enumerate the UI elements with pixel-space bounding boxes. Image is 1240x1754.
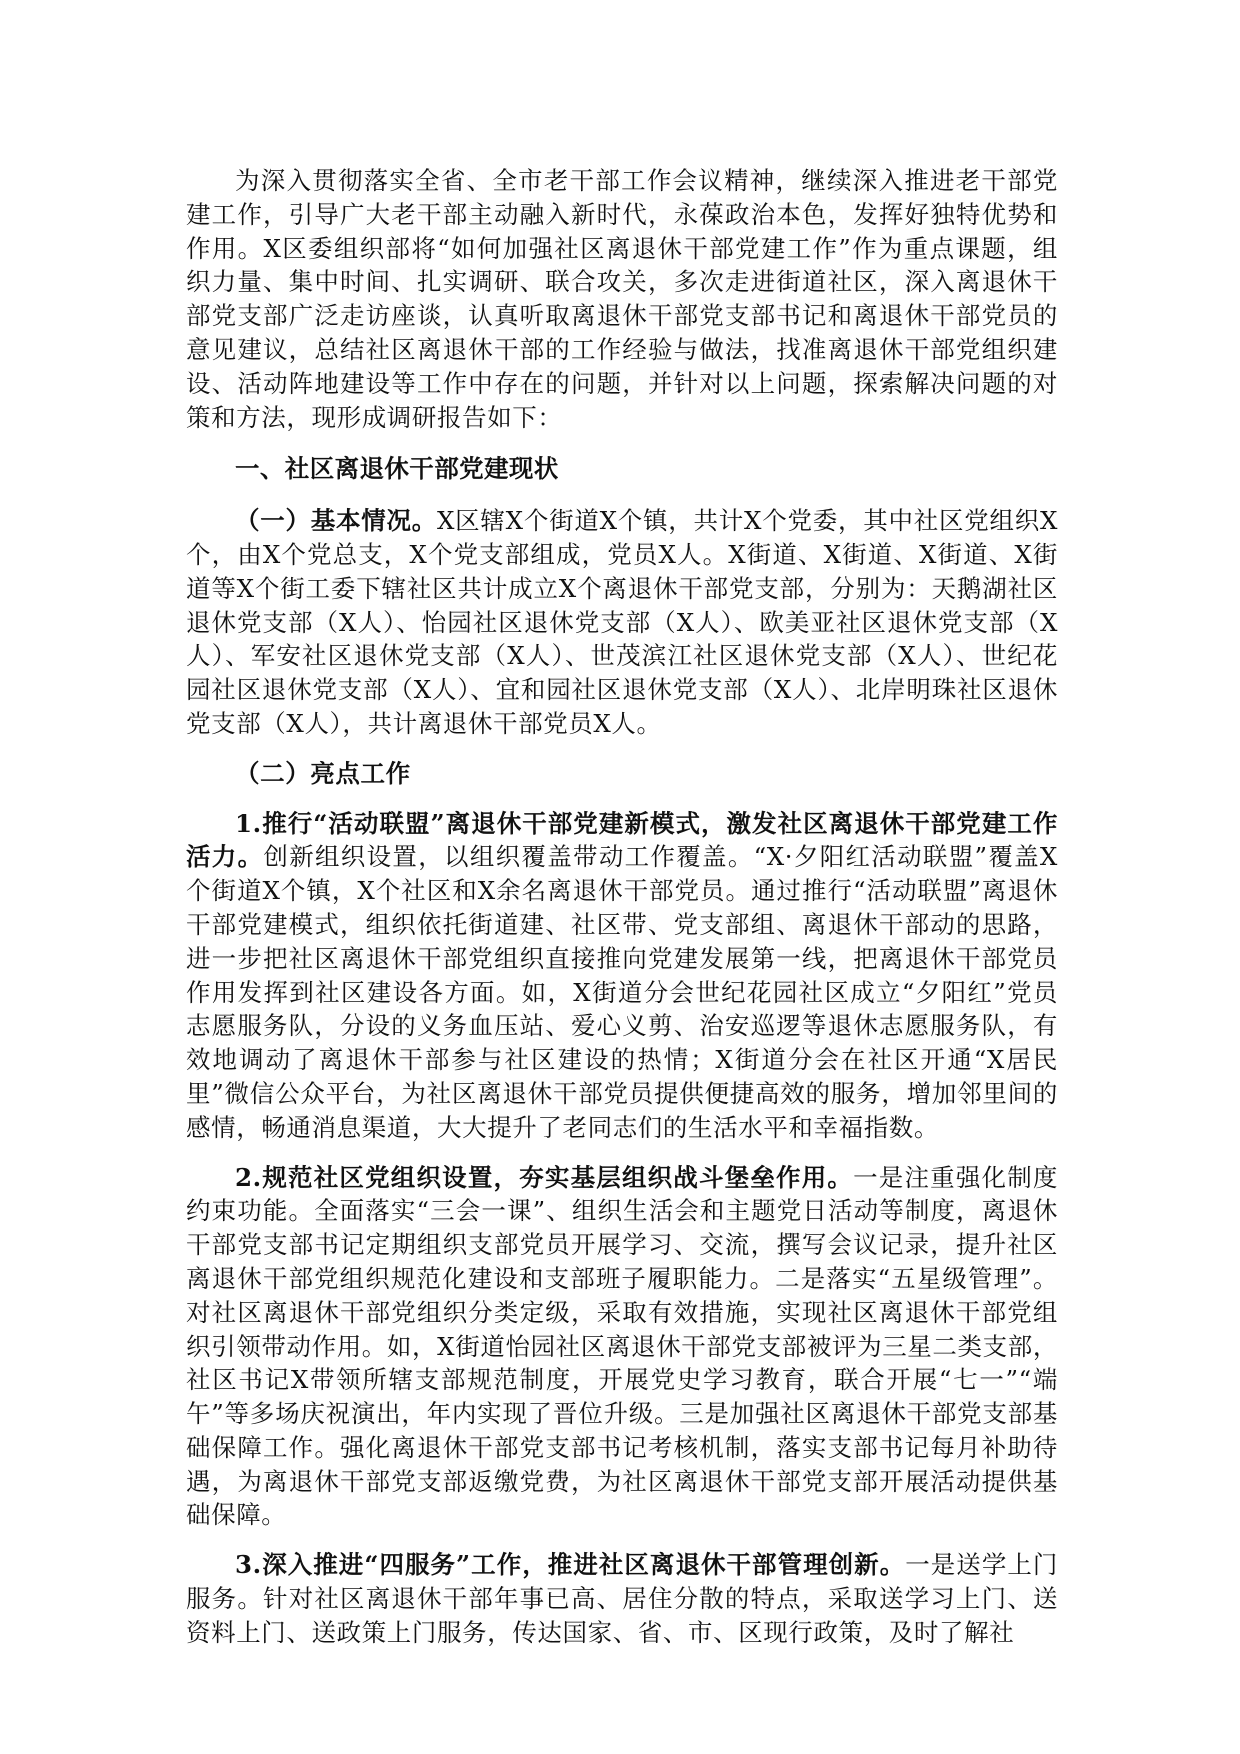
basic-situation-label: （一）基本情况。	[235, 506, 437, 536]
highlight-title-2: 2.规范社区党组织设置，夯实基层组织战斗堡垒作用。	[235, 1162, 854, 1192]
highlight-title-3: 3.深入推进“四服务”工作，推进社区离退休干部管理创新。	[235, 1550, 906, 1580]
highlight-paragraph-3	[186, 1548, 1058, 1649]
section-heading: 一、社区离退休干部党建现状	[235, 454, 559, 484]
document-body	[186, 164, 1058, 1666]
basic-situation-text: X区辖X个街道X个镇，共计X个党委，其中社区党组织X个，由X个党总支，X个党支部组成，党员X人。X街道、X街道、X街道、X街道等X个街工委下辖社区共计成立X个离退休干部党支部，分别为：天鹅湖社区退休党支部（X人）、怡园社区退休党支部（X人）、欧美亚社区退休党支部（X人）、军安社区退休党支部（X人）、世茂滨江社区退休党支部（X人）、世纪花园社区退休党支部（X人）、宜和园社区退休党支部（X人）、北岸明珠社区退休党支部（X人），共计离退休干部党员X人。	[186, 506, 1058, 738]
intro-paragraph: 为深入贯彻落实全省、全市老干部工作会议精神，继续深入推进老干部党建工作，引导广大老干部主动融入新时代，永葆政治本色，发挥好独特优势和作用。X区委组织部将“如何加强社区离退休干部党建工作”作为重点课题，组织力量、集中时间、扎实调研、联合攻关，多次走进街道社区，深入离退休干部党支部广泛走访座谈，认真听取离退休干部党支部书记和离退休干部党员的意见建议，总结社区离退休干部的工作经验与做法，找准离退休干部党组织建设、活动阵地建设等工作中存在的问题，并针对以上问题，探索解决问题的对策和方法，现形成调研报告如下：	[186, 166, 1058, 432]
highlight-text-3: 一是送学上门服务。针对社区离退休干部年事已高、居住分散的特点，采取送学习上门、送资料上门、送政策上门服务，传达国家、省、市、区现行政策，及时了解社	[186, 1550, 1058, 1647]
highlight-paragraph-2	[186, 1161, 1058, 1533]
highlight-paragraph-1	[186, 807, 1058, 1145]
highlight-text-2: 一是注重强化制度约束功能。全面落实“三会一课”、组织生活会和主题党日活动等制度，离退休干部党支部书记定期组织支部党员开展学习、交流，撰写会议记录，提升社区离退休干部党组织规范化建设和支部班子履职能力。二是落实“五星级管理”。对社区离退休干部党组织分类定级，采取有效措施，实现社区离退休干部党组织引领带动作用。如，X街道怡园社区离退休干部党支部被评为三星二类支部，社区书记X带领所辖支部规范制度，开展党史学习教育，联合开展“七一”“端午”等多场庆祝演出，年内实现了晋位升级。三是加强社区离退休干部党支部基础保障工作。强化离退休干部党支部书记考核机制，落实支部书记每月补助待遇，为离退休干部党支部返缴党费，为社区离退休干部党支部开展活动提供基础保障。	[186, 1162, 1058, 1530]
highlights-heading: （二）亮点工作	[235, 758, 411, 788]
basic-situation-paragraph	[186, 504, 1058, 741]
highlight-text-1: 创新组织设置，以组织覆盖带动工作覆盖。“X·夕阳红活动联盟”覆盖X个街道X个镇，X个社区和X余名离退休干部党员。通过推行“活动联盟”离退休干部党建模式，组织依托街道建、社区带、党支部组、离退休干部动的思路，进一步把社区离退休干部党组织直接推向党建发展第一线，把离退休干部党员作用发挥到社区建设各方面。如，X街道分会世纪花园社区成立“夕阳红”党员志愿服务队，分设的义务血压站、爱心义剪、治安巡逻等退休志愿服务队，有效地调动了离退休干部参与社区建设的热情；X街道分会在社区开通“X居民里”微信公众平台，为社区离退休干部党员提供便捷高效的服务，增加邻里间的感情，畅通消息渠道，大大提升了老同志们的生活水平和幸福指数。	[186, 842, 1058, 1142]
highlight-title-1: 1.推行“活动联盟”离退休干部党建新模式，激发社区离退休干部党建工作活力。	[186, 808, 1058, 872]
